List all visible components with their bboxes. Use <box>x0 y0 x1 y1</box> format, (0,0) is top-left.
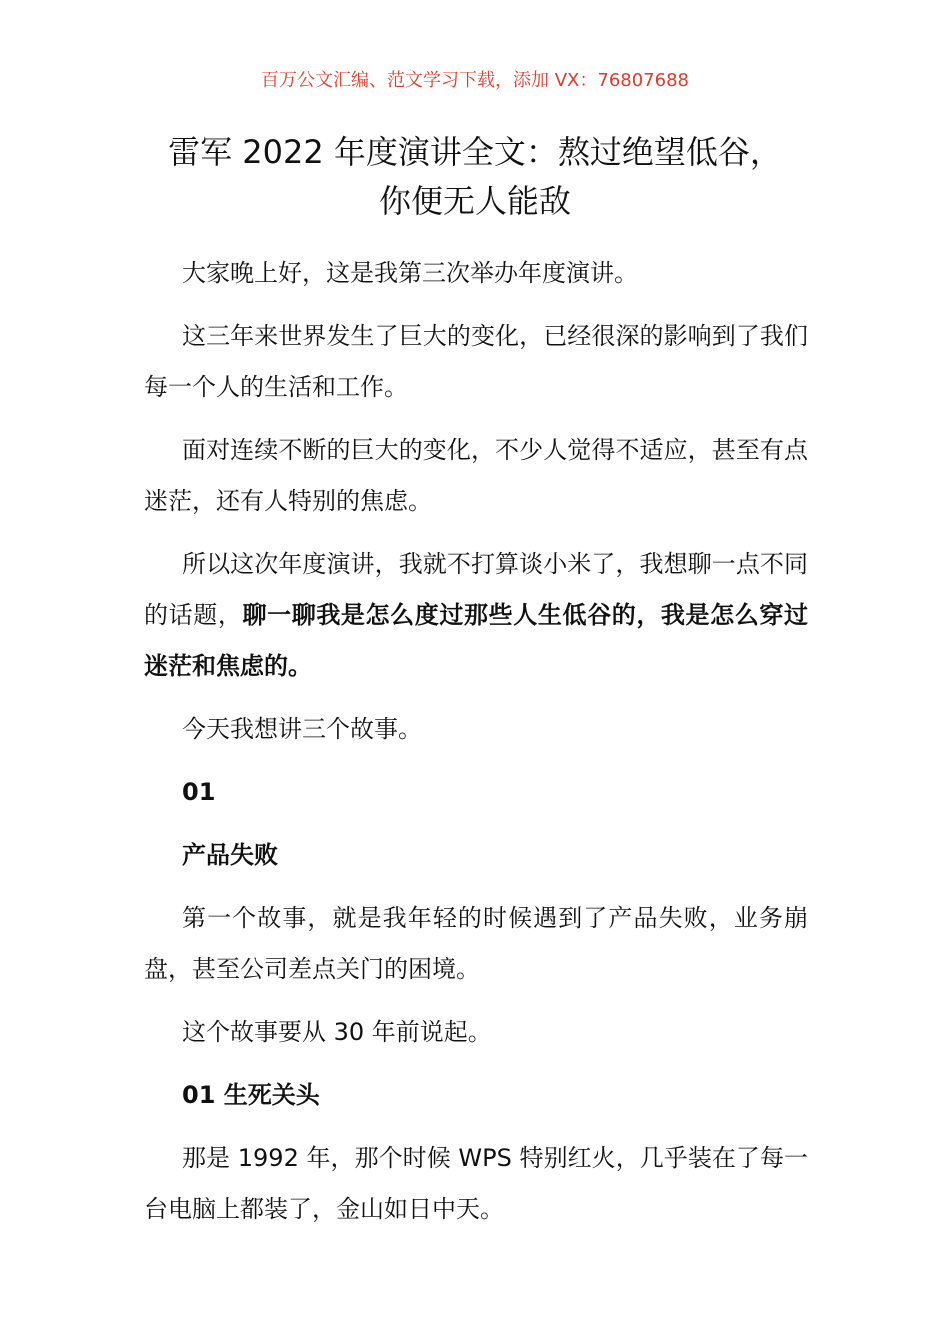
subsection-heading: 01 生死关头 <box>182 1081 320 1109</box>
document-title <box>120 128 830 226</box>
paragraph <box>144 539 808 692</box>
document-body <box>144 248 808 1247</box>
section-heading: 产品失败 <box>182 841 278 869</box>
paragraph: 今天我想讲三个故事。 <box>182 715 422 743</box>
section-number: 01 <box>182 778 216 806</box>
paragraph: 这三年来世界发生了巨大的变化，已经很深的影响到了我们每一个人的生活和工作。 <box>144 322 808 401</box>
title-line-2: 你便无人能敌 <box>378 182 571 220</box>
header-notice: 百万公文汇编、范文学习下载，添加 VX：76807688 <box>261 70 689 91</box>
paragraph: 面对连续不断的巨大的变化，不少人觉得不适应，甚至有点迷茫，还有人特别的焦虑。 <box>144 436 808 515</box>
paragraph: 那是 1992 年，那个时候 WPS 特别红火，几乎装在了每一台电脑上都装了，金山如日中天。 <box>144 1144 808 1223</box>
paragraph-text: 所以这次年度演讲，我就不打算谈小米了，我想聊一点不同的话题， <box>144 550 808 629</box>
paragraph: 大家晚上好，这是我第三次举办年度演讲。 <box>182 259 638 287</box>
title-line-1: 雷军 2022 年度演讲全文：熬过绝望低谷， <box>168 133 782 171</box>
paragraph-bold-text: 聊一聊我是怎么度过那些人生低谷的，我是怎么穿过迷茫和焦虑的。 <box>144 601 809 680</box>
paragraph: 第一个故事，就是我年轻的时候遇到了产品失败，业务崩盘，甚至公司差点关门的困境。 <box>144 904 808 983</box>
paragraph: 这个故事要从 30 年前说起。 <box>182 1018 492 1046</box>
